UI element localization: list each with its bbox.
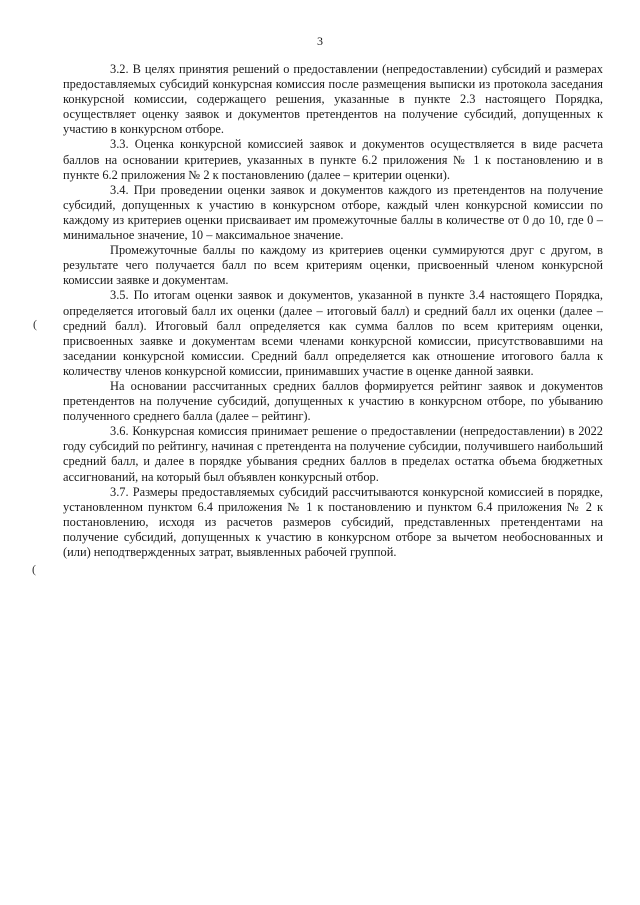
margin-mark: ( xyxy=(33,317,37,331)
document-body xyxy=(63,62,603,560)
paragraph-3-2: 3.2. В целях принятия решений о предоставлении (непредоставлении) субсидий и размерах предоставляемых субсидий конкурсная комиссия после размещения выписки из протокола заседания конкурсной комиссии, содержащего решения, указанные в пункте 2.3 настоящего Порядка, осуществляет оценку заявок и документов претендентов на получение субсидий, допущенных к участию в конкурсном отборе. xyxy=(63,62,603,137)
margin-mark: ( xyxy=(32,562,36,576)
paragraph-3-5: 3.5. По итогам оценки заявок и документов, указанной в пункте 3.4 настоящего Порядка, определяется итоговый балл их оценки (далее – итоговый балл) и средний балл их оценки (далее – средний балл). Итоговый балл определяется как сумма баллов по всем критериям оценки, присвоенных заявке и документам всеми членами конкурсной комиссии, присутствовавшими на заседании конкурсной комиссии. Средний балл определяется как отношение итогового балла к количеству членов конкурсной комиссии, принимавших участие в оценке данной заявки. xyxy=(63,288,603,378)
page-number: 3 xyxy=(317,34,323,48)
paragraph-3-6: 3.6. Конкурсная комиссия принимает решение о предоставлении (непредоставлении) в 2022 году субсидий по рейтингу, начиная с претендента на получение субсидии, получившего наибольший средний балл, и далее в порядке убывания средних баллов в пределах остатка объема бюджетных ассигнований, на который был объявлен конкурсный отбор. xyxy=(63,424,603,484)
paragraph-3-3: 3.3. Оценка конкурсной комиссией заявок и документов осуществляется в виде расчета баллов на основании критериев, указанных в пункте 6.2 приложения № 1 к постановлению и в пункте 6.2 приложения № 2 к постановлению (далее – критерии оценки). xyxy=(63,137,603,182)
paragraph-3-7: 3.7. Размеры предоставляемых субсидий рассчитываются конкурсной комиссией в порядке, установленном пунктом 6.4 приложения № 1 к постановлению и пунктом 6.4 приложения № 2 к постановлению, исходя из расчетов размеров субсидий, представленных претендентами на получение субсидий, допущенных к участию в конкурсном отборе за вычетом необоснованных и (или) неподтвержденных затрат, выявленных рабочей группой. xyxy=(63,484,603,559)
paragraph-intermediate-scores: Промежуточные баллы по каждому из критериев оценки суммируются друг с другом, в результате чего получается балл по всем критериям оценки, присвоенный членом конкурсной комиссии заявке и документам. xyxy=(63,243,603,288)
paragraph-3-4: 3.4. При проведении оценки заявок и документов каждого из претендентов на получение субсидий, допущенных к участию в конкурсном отборе, каждый член конкурсной комиссии по каждому из критериев оценки присваивает им промежуточные баллы в количестве от 0 до 10, где 0 – минимальное значение, 10 – максимальное значение. xyxy=(63,182,603,243)
paragraph-rating: На основании рассчитанных средних баллов формируется рейтинг заявок и документов претендентов на получение субсидий, допущенных к участию в конкурсном отборе, по убыванию полученного среднего балла (далее – рейтинг). xyxy=(63,378,603,424)
